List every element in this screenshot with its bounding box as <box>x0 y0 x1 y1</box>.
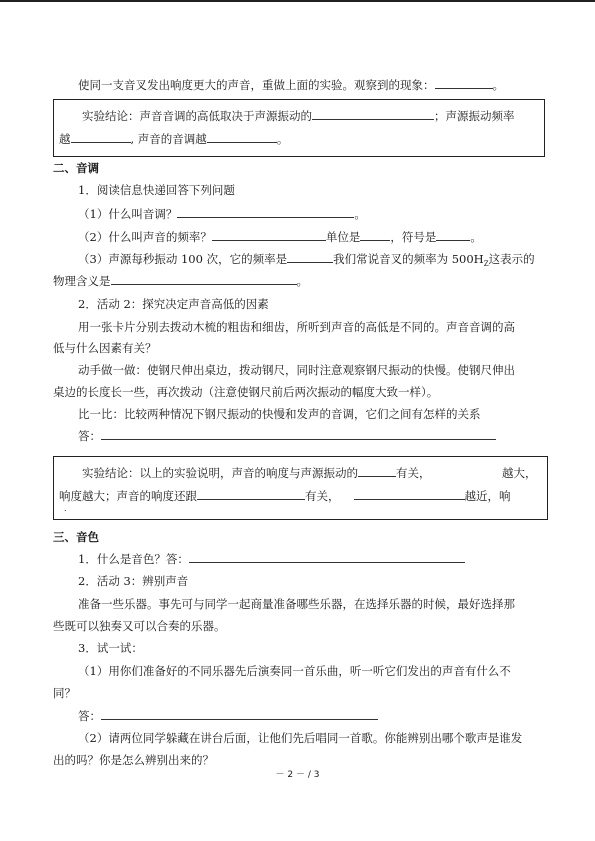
activity-2-title: 2．活动 2：探究决定声音高低的因素 <box>78 297 269 311</box>
activity-3-title: 2．活动 3：辨别声音 <box>78 574 189 588</box>
conclusion-1-line-2: 越 , 声音的音调越 。 <box>59 132 289 146</box>
conclusion-box-1 <box>53 99 545 157</box>
conclusion-2-line-1: 实验结论：以上的实验说明，声音的响度与声源振动的 有关， <box>82 466 431 480</box>
top-rule <box>0 0 595 2</box>
try-question-1-line-2: 同？ <box>53 686 76 700</box>
question-1-2: （2）什么叫声音的频率？ 单位是 ，符号是 。 <box>78 230 482 244</box>
conclusion-2-line-1-end: 越大， <box>502 466 537 480</box>
paragraph-repeat-experiment: 使同一支音叉发出响度更大的声音，重做上面的实验。观察到的现象： 。 <box>78 78 504 92</box>
instruments-paragraph-line-1: 准备一些乐器。事先可与同学一起商量准备哪些乐器，在选择乐器的时候，最好选择那 <box>78 597 515 611</box>
question-1-1: （1）什么叫音调？ 。 <box>78 207 366 221</box>
question-1-3-line-1: （3）声源每秒振动 100 次，它的频率是 我们常说音叉的频率为 $500H_Z$这表示的 <box>78 252 535 268</box>
section-heading-timbre: 三、音色 <box>53 530 99 544</box>
try-question-2-line-1: （2）请两位同学躲藏在讲台后面，让他们先后唱同一首歌。你能辨别出哪个歌声是谁发 <box>78 731 523 745</box>
page-number: － 2 － / 3 <box>275 770 320 780</box>
conclusion-2-line-2: 响度越大；声音的响度还跟 有关， 越近，响 <box>59 489 511 503</box>
comb-paragraph-line-2: 低与什么因素有关？ <box>53 341 157 355</box>
conclusion-2-line-3: . <box>64 504 67 513</box>
question-1-3-line-2: 物理含义是 。 <box>53 274 308 288</box>
instruments-paragraph-line-2: 些既可以独奏又可以合奏的乐器。 <box>53 619 226 633</box>
comb-paragraph-line-1: 用一张卡片分别去拨动木梳的粗齿和细齿，所听到声音的高低是不同的。声音音调的高 <box>78 320 515 334</box>
compare-prompt: 比一比：比较两种情况下钢尺振动的快慢和发声的音调，它们之间有怎样的关系 <box>78 407 481 421</box>
try-question-1-line-1: （1）用你们准备好的不同乐器先后演奏同一首乐曲，听一听它们发出的声音有什么不 <box>78 664 511 678</box>
try-it-title: 3．试一试： <box>78 641 143 655</box>
conclusion-1-line-1: 实验结论：声音音调的高低取决于声源振动的 ；声源振动频率 <box>82 109 515 123</box>
conclusion-box-2 <box>53 456 548 520</box>
answer-line-2: 答： <box>78 708 378 724</box>
ruler-paragraph-line-2: 桌边的长度长一些，再次拨动（注意使钢尺前后两次振动的幅度大致一样）。 <box>53 385 439 399</box>
timbre-question: 1．什么是音色？答： <box>78 551 465 567</box>
question-1-title: 1．阅读信息快递回答下列问题 <box>78 183 235 197</box>
ruler-paragraph-line-1: 动手做一做：使钢尺伸出桌边，拨动钢尺，同时注意观察钢尺振动的快慢。使钢尺伸出 <box>78 363 515 377</box>
section-heading-pitch: 二、音调 <box>53 161 99 175</box>
answer-line-1: 答： <box>78 428 496 444</box>
try-question-2-line-2: 出的吗？你是怎么辨别出来的？ <box>53 753 214 767</box>
hertz-subscript: Z <box>483 260 489 268</box>
